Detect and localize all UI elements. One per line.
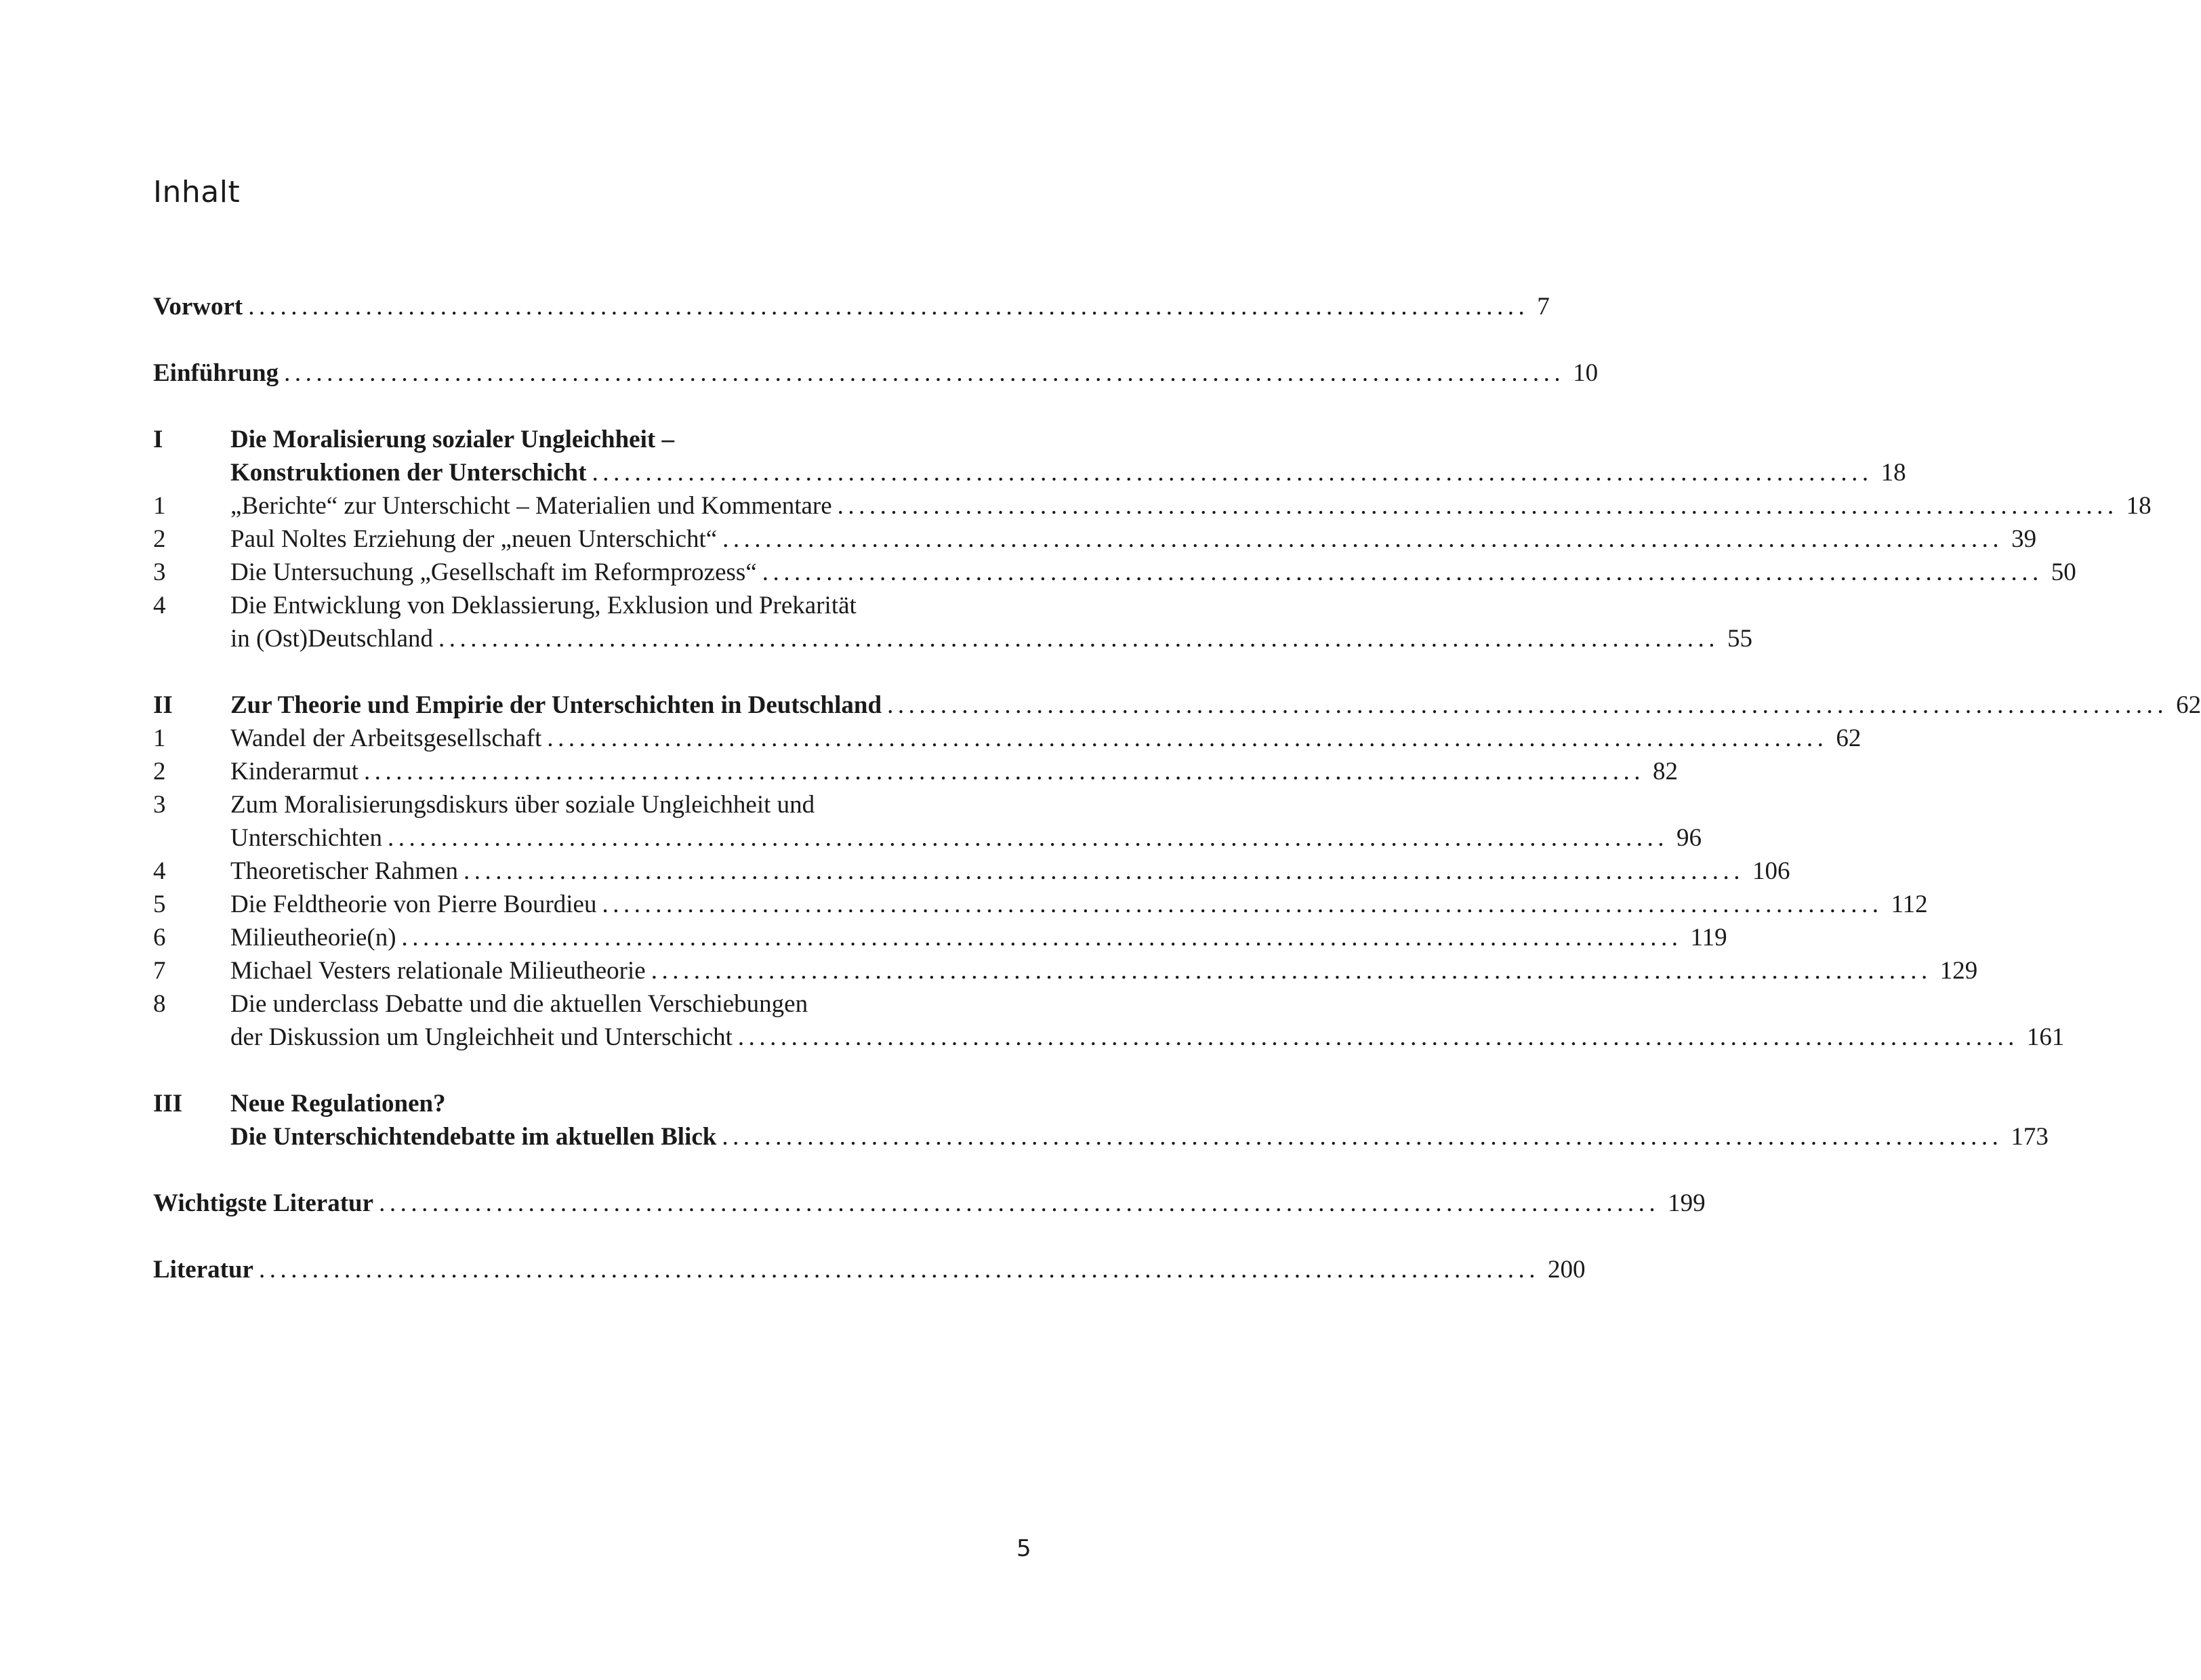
toc-item-number: 6 — [153, 924, 166, 951]
toc-part-1-heading[interactable] — [153, 423, 1016, 457]
leader-dots: ........................................................................................................................ — [258, 1256, 1540, 1284]
toc-entry-vorwort[interactable] — [153, 290, 1550, 324]
toc-entry-title: Die Entwicklung von Deklassierung, Exklusion und Prekarität — [230, 592, 857, 619]
toc-entry-title: Die Feldtheorie von Pierre Bourdieu — [230, 890, 597, 918]
toc-entry-einfuehrung[interactable] — [153, 356, 1599, 390]
toc-entry-2-8[interactable] — [153, 987, 1016, 1021]
leader-dots: ........................................................................................................................ — [438, 625, 1720, 653]
toc-entry-title: Zum Moralisierungsdiskurs über soziale Ungleichheit und — [230, 791, 815, 819]
toc-page-number: 96 — [1676, 824, 1702, 852]
toc-page-number: 173 — [2011, 1123, 2049, 1151]
toc-page-number: 50 — [2051, 558, 2076, 586]
toc-entry-wichtigste-literatur[interactable] — [153, 1187, 1706, 1221]
toc-page-number: 112 — [1891, 890, 1928, 918]
toc-entry-1-2[interactable] — [153, 523, 2037, 556]
toc-entry-title: Milieutheorie(n) — [230, 924, 396, 951]
toc-page-number: 18 — [2126, 492, 2152, 520]
toc-part-number: II — [153, 691, 173, 719]
toc-page-number: 129 — [1939, 957, 1978, 985]
toc-entry-title: Paul Noltes Erziehung der „neuen Unterschicht“ — [230, 525, 718, 553]
toc-entry-2-2[interactable] — [153, 755, 1679, 789]
toc-page-number: 10 — [1573, 359, 1599, 387]
toc-entry-title: Die underclass Debatte und die aktuellen Verschiebungen — [230, 990, 808, 1018]
leader-dots: ........................................................................................................................ — [547, 724, 1828, 752]
toc-entry-title: Wichtigste Literatur — [153, 1189, 374, 1217]
leader-dots: ........................................................................................................................ — [651, 957, 1932, 985]
toc-item-number: 3 — [153, 791, 166, 819]
toc-page-number: 119 — [1690, 924, 1727, 951]
toc-part-1-heading-cont[interactable] — [153, 456, 1906, 490]
toc-page-number: 82 — [1653, 758, 1679, 785]
toc-item-number: 7 — [153, 957, 166, 985]
leader-dots: ........................................................................................................................ — [762, 558, 2043, 586]
toc-entry-2-3-cont[interactable] — [153, 821, 1702, 855]
toc-entry-2-1[interactable] — [153, 722, 1861, 756]
toc-page-number: 18 — [1880, 459, 1906, 487]
toc-part-2-heading[interactable] — [153, 689, 2201, 722]
toc-page-number: 62 — [2176, 691, 2201, 719]
toc-page-number: 39 — [2011, 525, 2037, 553]
toc-part-title-line: Die Unterschichtendebatte im aktuellen Blick — [230, 1123, 717, 1151]
toc-item-number: 4 — [153, 592, 166, 619]
toc-entry-2-5[interactable] — [153, 888, 1928, 922]
page-number: 5 — [1016, 1535, 1031, 1562]
toc-page-number: 7 — [1537, 293, 1550, 321]
leader-dots: ........................................................................................................................ — [837, 492, 2118, 520]
toc-entry-2-4[interactable] — [153, 855, 1790, 888]
toc-entry-2-3[interactable] — [153, 788, 1016, 822]
toc-entry-1-1[interactable] — [153, 489, 2152, 523]
toc-item-number: 3 — [153, 558, 166, 586]
toc-part-title-line: Die Moralisierung sozialer Ungleichheit – — [230, 426, 674, 453]
toc-item-number: 1 — [153, 492, 166, 520]
leader-dots: ........................................................................................................................ — [364, 758, 1645, 785]
toc-entry-title: Michael Vesters relationale Milieutheorie — [230, 957, 646, 985]
toc-page-number: 199 — [1668, 1189, 1706, 1217]
toc-entry-title: Theoretischer Rahmen — [230, 857, 458, 885]
leader-dots: ........................................................................................................................ — [737, 1023, 2019, 1051]
toc-item-number: 4 — [153, 857, 166, 885]
toc-entry-2-6[interactable] — [153, 921, 1727, 955]
toc-entry-2-7[interactable] — [153, 954, 1978, 988]
toc-item-number: 2 — [153, 758, 166, 785]
toc-page-number: 161 — [2026, 1023, 2065, 1051]
toc-page-number: 200 — [1547, 1256, 1586, 1284]
toc-entry-2-8-cont[interactable] — [153, 1021, 2065, 1054]
toc-entry-title: Vorwort — [153, 293, 243, 321]
toc-item-number: 8 — [153, 990, 166, 1018]
toc-entry-title: Kinderarmut — [230, 758, 359, 785]
toc-page-number: 106 — [1752, 857, 1790, 885]
toc-entry-title: „Berichte“ zur Unterschicht – Materialien und Kommentare — [230, 492, 832, 520]
toc-entry-title: Literatur — [153, 1256, 253, 1284]
leader-dots: ........................................................................................................................ — [887, 691, 2168, 719]
toc-entry-title-cont: Unterschichten — [230, 824, 382, 852]
toc-page-number: 55 — [1727, 625, 1753, 653]
leader-dots: ........................................................................................................................ — [401, 924, 1683, 951]
toc-item-number: 5 — [153, 890, 166, 918]
leader-dots: ........................................................................................................................ — [248, 293, 1529, 321]
toc-entry-literatur[interactable] — [153, 1253, 1586, 1287]
toc-entry-title: Einführung — [153, 359, 279, 387]
toc-part-3-heading-cont[interactable] — [153, 1120, 2049, 1154]
toc-entry-title-cont: der Diskussion um Ungleichheit und Unterschicht — [230, 1023, 733, 1051]
leader-dots: ........................................................................................................................ — [722, 1123, 2003, 1151]
leader-dots: ........................................................................................................................ — [387, 824, 1668, 852]
toc-part-title-line: Neue Regulationen? — [230, 1090, 446, 1118]
page-title: Inhalt — [153, 175, 241, 209]
toc-part-3-heading[interactable] — [153, 1087, 1016, 1121]
leader-dots: ........................................................................................................................ — [592, 459, 1873, 487]
leader-dots: ........................................................................................................................ — [463, 857, 1744, 885]
toc-item-number: 2 — [153, 525, 166, 553]
toc-entry-1-3[interactable] — [153, 556, 2076, 590]
toc-item-number: 1 — [153, 724, 166, 752]
leader-dots: ........................................................................................................................ — [602, 890, 1883, 918]
toc-entry-title-cont: in (Ost)Deutschland — [230, 625, 434, 653]
toc-part-title-line: Zur Theorie und Empirie der Unterschichten in Deutschland — [230, 691, 882, 719]
toc-entry-title: Wandel der Arbeitsgesellschaft — [230, 724, 542, 752]
toc-part-number: III — [153, 1090, 183, 1118]
toc-entry-1-4[interactable] — [153, 589, 1016, 623]
leader-dots: ........................................................................................................................ — [379, 1189, 1660, 1217]
toc-entry-1-4-cont[interactable] — [153, 622, 1753, 656]
toc-page-number: 62 — [1836, 724, 1861, 752]
toc-part-number: I — [153, 426, 163, 453]
leader-dots: ........................................................................................................................ — [722, 525, 2004, 553]
toc-entry-title: Die Untersuchung „Gesellschaft im Reformprozess“ — [230, 558, 757, 586]
leader-dots: ........................................................................................................................ — [284, 359, 1565, 387]
toc-part-title-line: Konstruktionen der Unterschicht — [230, 459, 587, 487]
